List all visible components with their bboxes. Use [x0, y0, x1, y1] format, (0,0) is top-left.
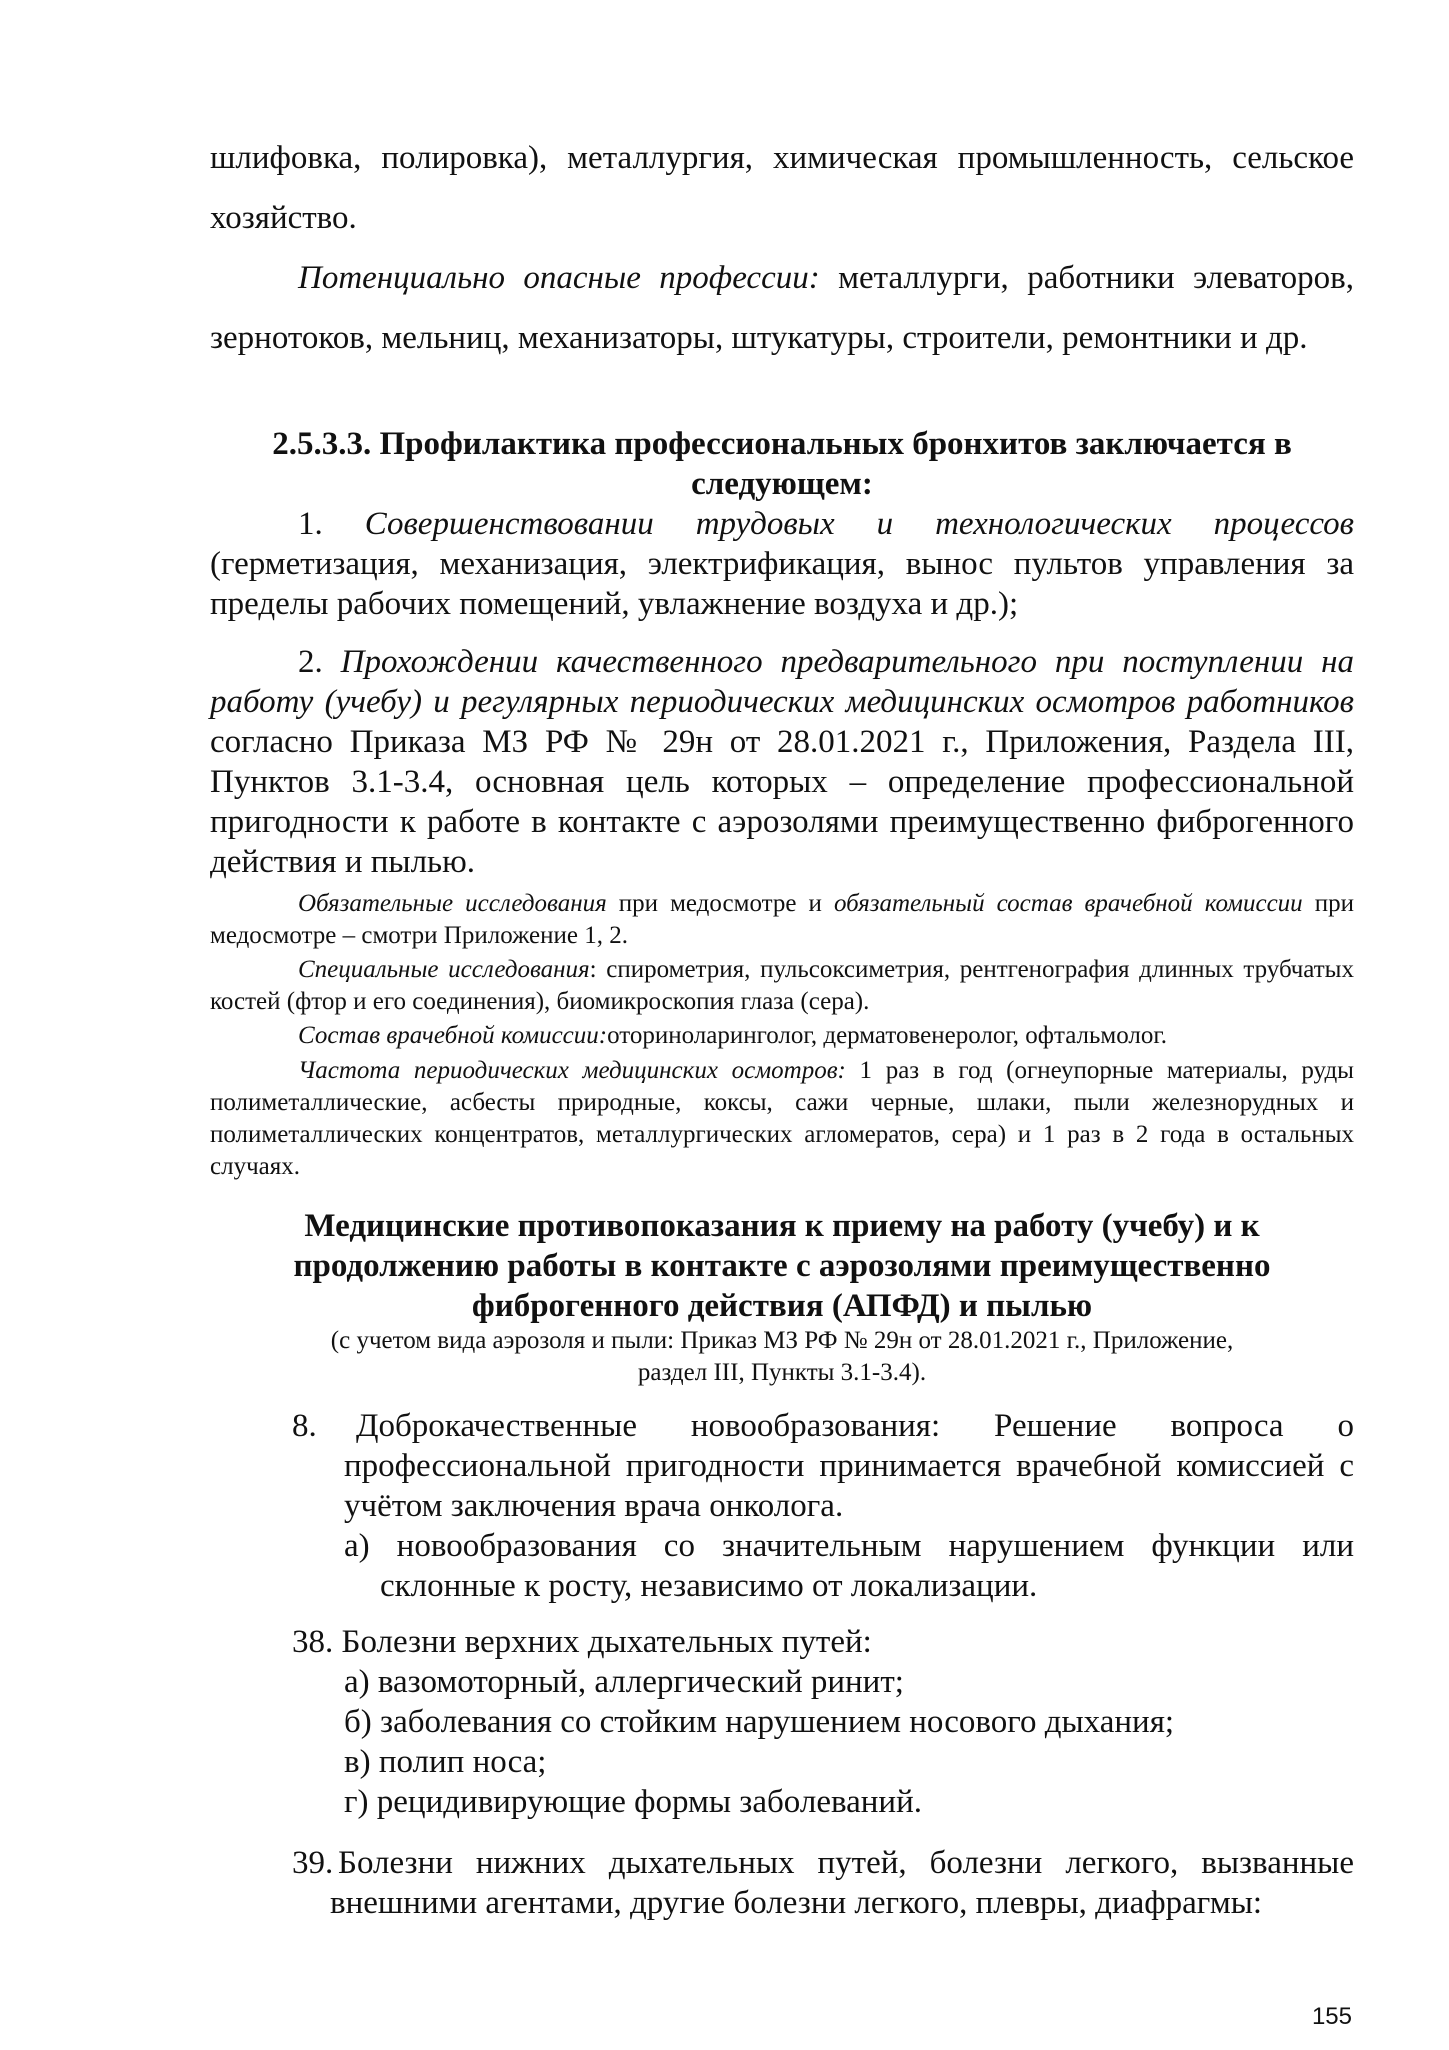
document-page: шлифовка, полировка), металлургия, химическая промышленность, сельское хозяйство. Потенциально опасные профессии: металлурги, работники элеваторов, зернотоков, мельниц, механизаторы, штукатуры, строители, ремонтники и др. 2.5.3.3. Профилактика профессиональных бронхитов заключается в следующем: 1. Совершенствовании трудовых и технологических процессов (герметизация, механизация, электрификация, вынос пультов управления за пределы рабочих помещений, увлажнение воздуха и др.); 2. Прохождении качественного предварительного при поступлении на работу (учебу) и регулярных периодических медицинских осмотров работников согласно Приказа МЗ РФ № 29н от 28.01.2021 г., Приложения, Раздела III, Пунктов 3.1-3.4, основная цель которых – определение профессиональной пригодности к работе в контакте с аэрозолями преимущественно фиброгенного действия и пылью. Обязательные исследования при медосмотре и обязательный состав врачебной комиссии при медосмотре – смотри Приложение 1, 2. Специальные исследования: спирометрия, пульсоксиметрия, рентгенография длинных трубчатых костей (фтор и его соединения), биомикроскопия глаза (сера). Состав врачебной комиссии:оториноларинголог, дерматовенеролог, офтальмолог. Частота периодических медицинских осмотров: 1 раз в год (огнеупорные материалы, руды полиметаллические, асбесты природные, коксы, сажи черные, шлаки, пыли железнорудных и полиметаллических концентратов, металлургических агломератов, сера) и 1 раз в 2 года в остальных случаях. Медицинские противопоказания к приему на работу (учебу) и к продолжению работы в контакте с аэрозолями преимущественно фиброгенного действия (АПФД) и пылью (с учетом вида аэрозоля и пыли: Приказ МЗ РФ № 29н от 28.01.2021 г., Приложение, раздел III, Пункты 3.1-3.4). 8. Доброкачественные новообразования: Решение вопроса о профессиональной пригодности принимается врачебной комиссией с учётом заключения врача онколога. а) новообразования со значительным нарушением функции или склонные к росту, независимо от локализации. 38. Болезни верхних дыхательных путей: а) вазомоторный, аллергический ринит; б) заболевания со стойким нарушением носового дыхания; в) полип носа; г) рецидивирующие формы заболеваний. 39. Болезни нижних дыхательных путей, болезни легкого, вызванные внешними агентами, другие болезни легкого, плевры, диафрагмы: 155 — [0, 0, 1449, 2050]
page-number: 155 — [1311, 2003, 1352, 2030]
italic-lead: Потенциально опасные профессии: — [298, 260, 820, 296]
contraindications-subtitle: (с учетом вида аэрозоля и пыли: Приказ МЗ РФ № 29н от 28.01.2021 г., Приложение, раздел III, Пункты 3.1-3.4). — [330, 1327, 1234, 1386]
list-item-38d: г) рецидивирующие формы заболеваний. — [344, 1784, 922, 1820]
note-mandatory-exams: Обязательные исследования при медосмотре и обязательный состав врачебной комиссии при медосмотре – смотри Приложение 1, 2. — [210, 890, 1355, 949]
note-special-exams: Специальные исследования: спирометрия, пульсоксиметрия, рентгенография длинных трубчатых костей (фтор и его соединения), биомикроскопия глаза (сера). — [210, 956, 1354, 1015]
list-item-38c: в) полип носа; — [344, 1744, 547, 1780]
prophylaxis-item-1: 1. Совершенствовании трудовых и технологических процессов (герметизация, механизация, электрификация, вынос пультов управления за пределы рабочих помещений, увлажнение воздуха и др.); — [210, 506, 1355, 622]
note-commission: Состав врачебной комиссии:оториноларинголог, дерматовенеролог, офтальмолог. — [298, 1022, 1168, 1049]
list-item-38b: б) заболевания со стойким нарушением носового дыхания; — [344, 1704, 1175, 1740]
paragraph-industries: шлифовка, полировка), металлургия, химическая промышленность, сельское хозяйство. — [210, 140, 1354, 236]
section-heading-contraindications: Медицинские противопоказания к приему на работу (учебу) и к продолжению работы в контакте с аэрозолями преимущественно фиброгенного действия (АПФД) и пылью — [293, 1208, 1271, 1324]
list-item-8a: а) новообразования со значительным нарушением функции или склонные к росту, независимо от локализации. — [344, 1528, 1354, 1604]
prophylaxis-item-2: 2. Прохождении качественного предварительного при поступлении на работу (учебу) и регулярных периодических медицинских осмотров работников согласно Приказа МЗ РФ № 29н от 28.01.2021 г., Приложения, Раздела III, Пунктов 3.1-3.4, основная цель которых – определение профессиональной пригодности к работе в контакте с аэрозолями преимущественно фиброгенного действия и пылью. — [210, 644, 1354, 880]
list-item-38a: а) вазомоторный, аллергический ринит; — [344, 1664, 904, 1700]
paragraph-dangerous-professions: Потенциально опасные профессии: металлурги, работники элеваторов, зернотоков, мельниц, механизаторы, штукатуры, строители, ремонтники и др. — [210, 260, 1354, 356]
note-frequency: Частота периодических медицинских осмотров: 1 раз в год (огнеупорные материалы, руды полиметаллические, асбесты природные, коксы, сажи черные, шлаки, пыли железнорудных и полиметаллических концентратов, металлургических агломератов, сера) и 1 раз в 2 года в остальных случаях. — [210, 1057, 1354, 1180]
section-heading-prophylaxis: 2.5.3.3. Профилактика профессиональных бронхитов заключается в следующем: — [272, 426, 1292, 502]
